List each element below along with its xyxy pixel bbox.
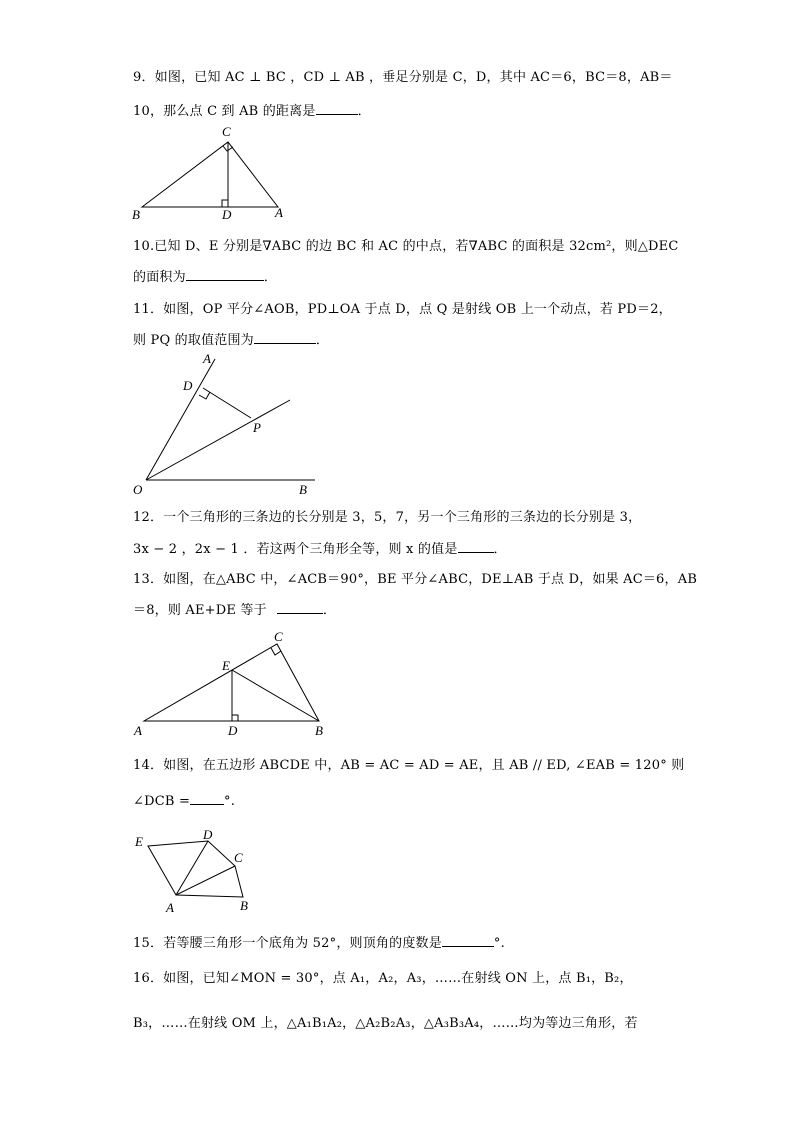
q11-label-b: B — [299, 482, 307, 497]
q16-text-line1: 16．如图，已知∠MON = 30°，点 A₁，A₂，A₃，……在射线 ON 上，点 B₁，B₂， — [133, 971, 633, 986]
q12-text-line2-end: ． — [493, 542, 507, 557]
q13-answer-blank[interactable] — [277, 601, 323, 614]
q9-label-c: C — [222, 124, 231, 139]
q12-answer-blank[interactable] — [458, 540, 494, 553]
q15-text-end: °. — [493, 936, 505, 951]
q9-text-line2 — [133, 100, 371, 119]
q9-label-b: B — [132, 207, 140, 222]
q13-label-e: E — [222, 658, 230, 673]
q11-right-angle-d — [199, 392, 210, 399]
q11-answer-blank[interactable] — [254, 331, 316, 344]
q12-text-line2-start: 3x − 2 ，2x − 1 ．若这两个三角形全等，则 x 的值是 — [133, 542, 458, 557]
q13-figure — [128, 626, 338, 741]
q9-label-d: D — [222, 207, 232, 222]
q11-text-line2-end: ． — [315, 333, 330, 348]
q14-label-c: C — [234, 850, 243, 865]
q14-label-d: D — [203, 827, 213, 842]
q11-text-line1: 11．如图，OP 平分∠AOB，PD⊥OA 于点 D，点 Q 是射线 OB 上一个动点，若 PD＝2， — [133, 302, 672, 317]
q11-text-line2-start: 则 PQ 的取值范围为 — [133, 333, 254, 348]
q15-text-start: 15．若等腰三角形一个底角为 52°，则顶角的度数是 — [133, 936, 442, 951]
q13-label-c: C — [274, 629, 283, 644]
q13-label-b: B — [315, 723, 323, 738]
q12-text-line1: 12．一个三角形的三条边的长分别是 3，5，7，另一个三角形的三条边的长分别是 3， — [133, 510, 642, 525]
q10-text-line2-end: ． — [263, 270, 278, 285]
q11-label-o: O — [133, 482, 143, 497]
q10-answer-blank[interactable] — [186, 268, 264, 281]
q13-text-line1: 13．如图，在△ABC 中，∠ACB＝90°，BE 平分∠ABC，DE⊥AB 于点 D，如果 AC＝6，AB — [133, 572, 698, 587]
q14-label-e: E — [135, 834, 143, 849]
q9-answer-blank[interactable] — [316, 102, 358, 115]
q14-answer-blank[interactable] — [190, 792, 224, 805]
q13-text-line2 — [133, 599, 336, 618]
q14-text-line2 — [133, 792, 235, 809]
q13-text-line2-end: ． — [322, 603, 337, 618]
q9-text-line2-end: ． — [357, 104, 371, 119]
q14-text-line2-start: ∠DCB = — [133, 794, 191, 809]
q12-text-line2 — [133, 538, 507, 557]
q11-label-p: P — [253, 420, 261, 435]
q13-right-angle-d — [232, 715, 238, 721]
q13-bisector-be — [232, 670, 319, 721]
q14-label-b: B — [240, 898, 248, 913]
q14-figure — [128, 824, 268, 919]
q9-right-angle-d — [222, 200, 228, 207]
q9-label-a: A — [275, 205, 283, 220]
q11-text-line2 — [133, 329, 329, 348]
q13-text-line2-start: ＝8，则 AE+DE 等于 — [133, 603, 267, 618]
q11-ray-oa — [146, 359, 215, 480]
q10-text-line2 — [133, 266, 277, 285]
q11-ray-op — [146, 400, 290, 480]
q13-label-a: A — [134, 723, 142, 738]
q15-text-line1 — [133, 932, 505, 951]
q10-text-line1: 10.已知 D、E 分别是∇ABC 的边 BC 和 AC 的中点，若∇ABC 的面积是 32cm²，则△DEC — [133, 239, 679, 254]
q9-text-line2-start: 10，那么点 C 到 AB 的距离是 — [133, 104, 316, 119]
q9-text-line1: 9．如图，已知 AC ⊥ BC ，CD ⊥ AB ，垂足分别是 C，D，其中 AC＝6，BC＝8，AB＝ — [133, 70, 673, 85]
q9-figure — [125, 124, 305, 224]
q13-label-d: D — [228, 723, 238, 738]
q14-label-a: A — [166, 900, 174, 915]
q15-answer-blank[interactable] — [442, 934, 494, 947]
q11-figure — [125, 348, 325, 498]
q14-text-line2-end: °. — [224, 794, 236, 809]
q10-text-line2-start: 的面积为 — [133, 270, 186, 285]
q14-text-line1: 14．如图，在五边形 ABCDE 中，AB = AC = AD = AE，且 AB // ED, ∠EAB = 120° 则 — [133, 758, 685, 773]
q16-text-line2: B₃，……在射线 OM 上，△A₁B₁A₂，△A₂B₂A₃，△A₃B₃A₄，……均为等边三角形，若 — [133, 1016, 638, 1031]
q9-triangle — [142, 142, 278, 207]
q11-label-d: D — [183, 378, 193, 393]
q11-label-a: A — [203, 351, 211, 366]
